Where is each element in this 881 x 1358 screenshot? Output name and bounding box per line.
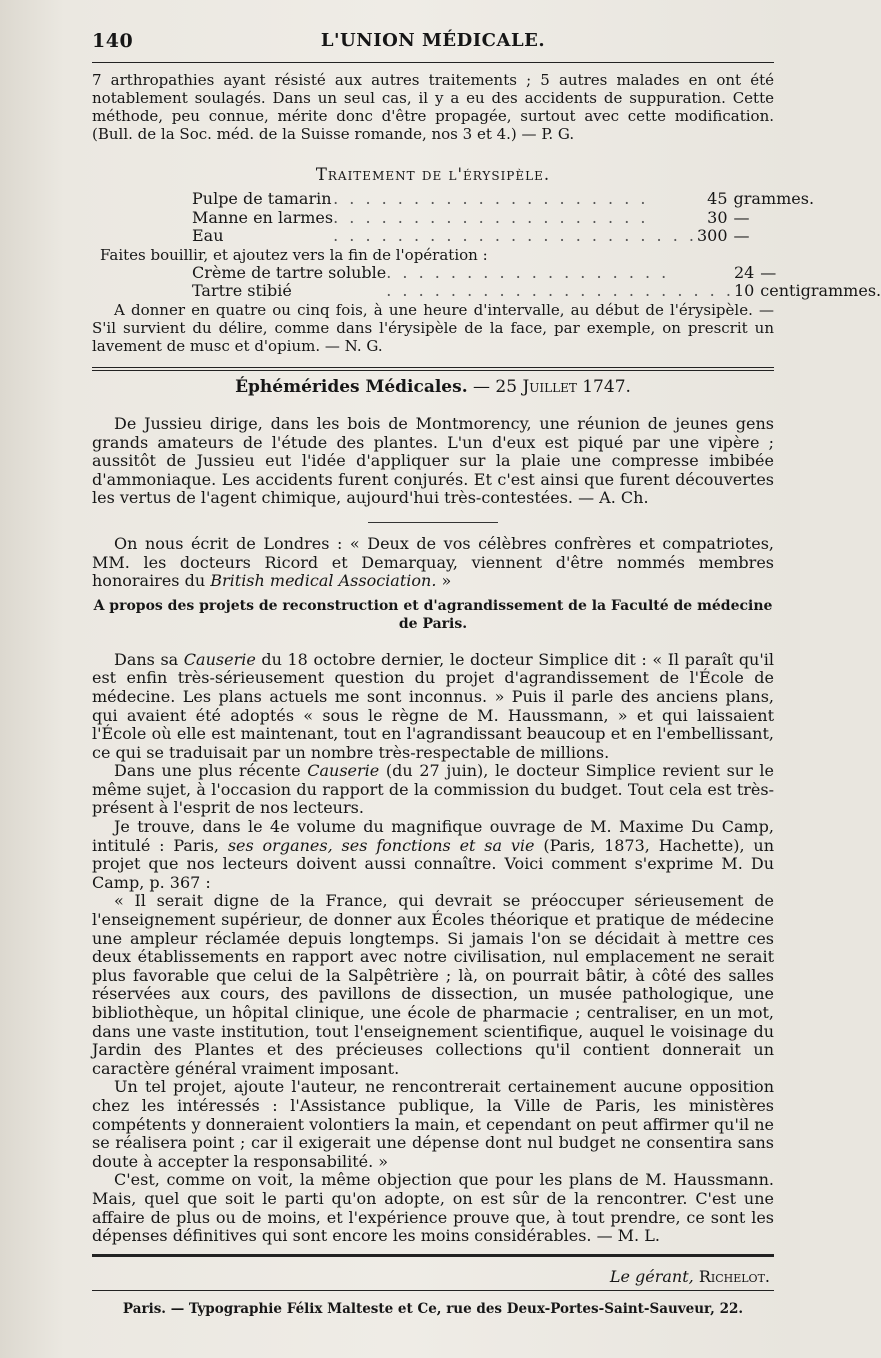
signature-label: Le gérant, xyxy=(609,1266,694,1286)
leader-dots: . . . . . . . . . . . . . . . . . . . . xyxy=(333,207,649,227)
section-divider xyxy=(92,367,774,371)
ingredient-unit: centigrammes. xyxy=(760,281,881,301)
ingredient-name: Manne en larmes xyxy=(192,207,334,227)
faculty-paragraph-4: « Il serait digne de la France, qui devrait se préoccuper sérieusement de l'enseignement supérieur, de donner aux Écoles théorique et pratique de médecine une ampleur réclamée depuis longtemps. Si jamais l'on se décidait à mettre ces deux établissements en rapport avec notre civilisation, nul emplacement ne serait plus favorable que celui de la Salpêtrière ; là, on pourrait bâtir, à côté des salles réservées aux cours, des pavillons de dissection, un musée pathologique, une bibliothèque, un hôpital clinique, une école de pharmacie ; centraliser, en un mot, dans une vaste institution, tout l'enseignement scientifique, auquel le voisinage du Jardin des Plantes et des précieuses collections qu'il contient donnerait un caractère général vraiment imposant. xyxy=(92,891,774,1078)
italic-run: ses organes, ses fonctions et sa vie xyxy=(227,835,535,855)
recipe-row xyxy=(92,209,814,228)
faculty-paragraph-1 xyxy=(92,651,774,763)
london-note-closing: » xyxy=(436,571,452,591)
printer-footer: Paris. — Typographie Félix Malteste et Ce, rue des Deux-Portes-Saint-Sauveur, 22. xyxy=(122,1300,744,1317)
ingredient-unit: grammes. xyxy=(733,189,815,208)
ingredient-unit: — xyxy=(733,207,750,227)
ingredient-qty: 300 xyxy=(696,226,728,246)
faculty-section-title: A propos des projets de reconstruction et d'agrandissement de la Faculté de médecine de Paris. xyxy=(93,597,773,632)
ephemerides-title: Éphémérides Médicales. xyxy=(235,376,468,397)
leader-dots: . . . . . . . . . . . . . . . . . . . . xyxy=(333,189,649,208)
signature-name: Richelot. xyxy=(698,1266,770,1286)
ephemerides-paragraph: De Jussieu dirige, dans les bois de Montmorency, une réunion de jeunes gens grands amateurs de l'étude des plantes. L'un d'eux est piqué par une vipère ; aussitôt de Jussieu eut l'idée d'appliquer sur la plaie une compresse imbibée d'ammoniaque. Les accidents furent conjurés. Et c'est ainsi que furent découvertes les vertus de l'agent chimique, aujourd'hui très-contestées. — A. Ch. xyxy=(92,413,774,508)
italic-run: Causerie xyxy=(307,761,380,781)
treatment-directions: A donner en quatre ou cinq fois, à une heure d'intervalle, au début de l'érysipèle. — S'il survient du délire, comme dans l'érysipèle de la face, par exemple, on prescrit un lavement de musc et d'opium. — N. G. xyxy=(92,300,774,355)
london-note-italic: British medical Association. xyxy=(210,571,437,591)
header-rule xyxy=(92,62,774,63)
footer-rule xyxy=(92,1290,774,1291)
ephemerides-date: — 25 Juillet 1747. xyxy=(473,376,631,397)
text-run: (Paris, 1873, Hachette), un projet que nos lecteurs doivent aussi connaître. Voici comment s'exprime M. Du Camp, p. 367 : xyxy=(92,835,775,892)
ingredient-unit: — xyxy=(760,262,777,282)
recipe-row xyxy=(92,190,814,209)
london-note xyxy=(92,535,774,591)
ingredient-qty: 30 xyxy=(707,207,728,227)
ingredient-qty: 10 xyxy=(733,281,755,301)
short-divider xyxy=(368,522,498,523)
recipe-row xyxy=(92,264,881,283)
boil-instruction: Faites bouillir, et ajoutez vers la fin de l'opération : xyxy=(100,245,488,264)
text-run: Dans sa xyxy=(114,649,184,669)
faculty-paragraph-6: C'est, comme on voit, la même objection que pour les plans de M. Haussmann. Mais, quel que soit le parti qu'on adopte, on est sûr de la rencontrer. C'est une affaire de plus ou de moins, et l'expérience prouve que, à tout prendre, ce sont les dépenses définitives qui sont encore les moins considérables. — M. L. xyxy=(92,1170,774,1246)
signature xyxy=(92,1267,770,1286)
recipe-table-additions xyxy=(92,264,881,301)
ingredient-unit: — xyxy=(733,226,750,246)
ingredient-name: Pulpe de tamarin xyxy=(192,189,332,208)
italic-run: Causerie xyxy=(183,649,256,669)
recipe-row xyxy=(92,282,881,301)
recipe-row xyxy=(92,227,814,246)
ingredient-name: Eau xyxy=(192,226,224,246)
treatment-title: Traitement de l'érysipèle. xyxy=(315,165,551,184)
ingredient-name: Tartre stibié xyxy=(192,281,292,301)
closing-rule xyxy=(92,1254,774,1257)
page-number: 140 xyxy=(92,30,134,52)
ingredient-name: Crème de tartre soluble xyxy=(192,262,387,282)
intro-paragraph: 7 arthropathies ayant résisté aux autres traitements ; 5 autres malades en ont été notablement soulagés. Dans un seul cas, il y a eu des accidents de suppuration. Cette méthode, peu connue, mérite donc d'être propagée, surtout avec cette modification. (Bull. de la Soc. méd. de la Suisse romande, nos 3 et 4.) — P. G. xyxy=(92,71,774,143)
ephemerides-heading xyxy=(92,377,774,397)
ingredient-qty: 45 xyxy=(707,189,728,208)
leader-dots: . . . . . . . . . . . . . . . . . . xyxy=(386,262,670,282)
faculty-paragraph-2 xyxy=(92,762,774,818)
ingredient-qty: 24 xyxy=(733,262,755,282)
recipe-table-ingredients xyxy=(92,190,814,246)
text-run: (du 27 juin), le docteur Simplice revient sur le même sujet, à l'occasion du rapport de la commission du budget. Tout cela est très-présent à l'esprit de nos lecteurs. xyxy=(92,761,774,818)
london-note-text: On nous écrit de Londres : « Deux de vos célèbres confrères et compatriotes, MM. les docteurs Ricord et Demarquay, viennent d'être nommés membres honoraires du xyxy=(92,533,774,591)
leader-dots: . . . . . . . . . . . . . . . . . . . . . . . xyxy=(333,226,697,246)
faculty-paragraph-5: Un tel projet, ajoute l'auteur, ne rencontrerait certainement aucune opposition chez les intéressés : l'Assistance publique, la Ville de Paris, les ministères compétents y donneraient volontiers la main, et cependant on peut affirmer qu'il ne se réalisera point ; car il exigerait une dépense dont nul budget ne consentira sans doute à accepter la responsabilité. » xyxy=(92,1077,774,1171)
faculty-paragraph-3 xyxy=(92,818,774,892)
page-header xyxy=(92,22,774,62)
text-run: Dans une plus récente xyxy=(114,761,308,781)
journal-title: L'UNION MÉDICALE. xyxy=(320,30,546,51)
leader-dots: . . . . . . . . . . . . . . . . . . . . . . xyxy=(386,281,734,301)
text-run: du 18 octobre dernier, le docteur Simplice dit : « Il paraît qu'il est enfin très-sérieusement question du projet d'agrandissement de l'École de médecine. Les plans actuels me sont inconnus. » Puis il parle des anciens plans, qui avaient été adoptés « sous le règne de M. Haussmann, » et qui laissaient l'École où elle est maintenant, tout en l'agrandissant beaucoup et en l'embellissant, ce qui se traduisait par un nombre très-respectable de millions. xyxy=(92,649,774,762)
text-run: Je trouve, dans le 4e volume du magnifique ouvrage de M. Maxime Du Camp, intitulé : Paris, xyxy=(92,817,774,855)
